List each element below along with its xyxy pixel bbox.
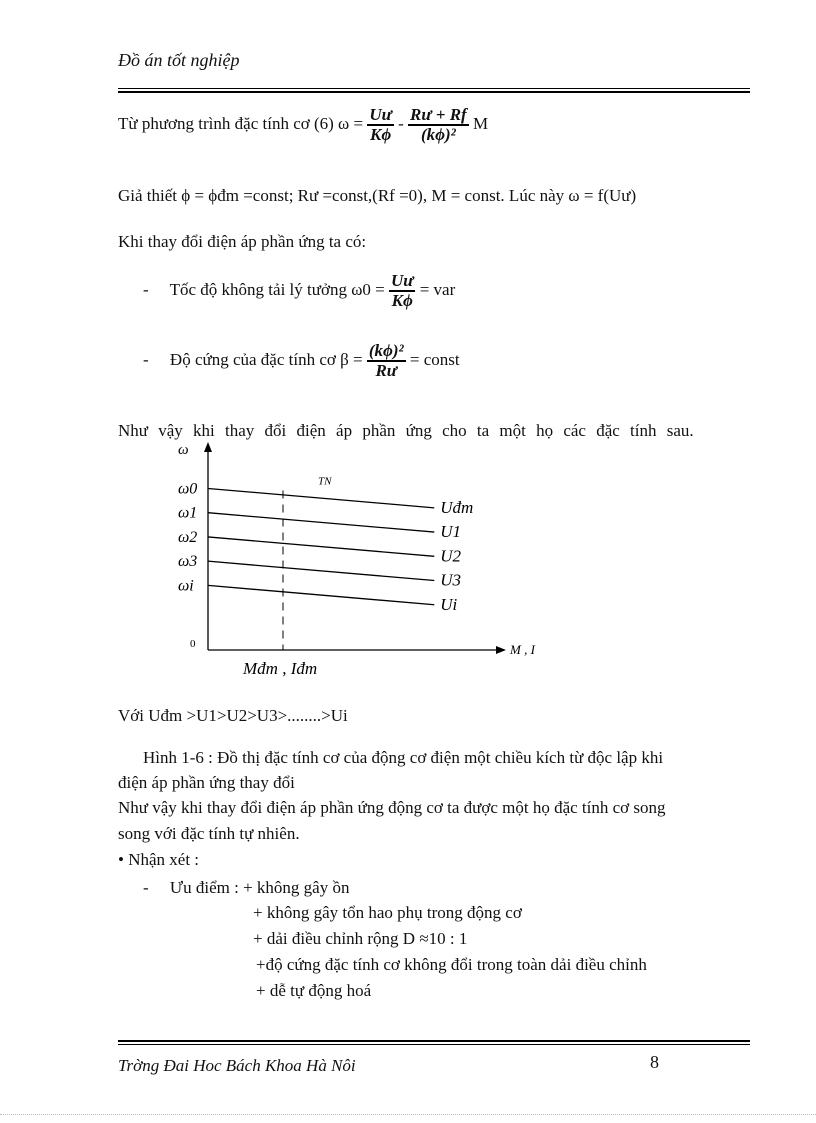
fraction-u-over-k (389, 272, 415, 311)
voltage-order-text: Với Uđm >U1>U2>U3>........>Ui (118, 706, 348, 725)
characteristic-line (208, 513, 434, 532)
formula-suffix: M (472, 114, 489, 134)
header-rule-thin (118, 88, 750, 89)
advantage-item: + dải điều chỉnh rộng D ≈10 : 1 (253, 929, 468, 948)
bullet-stiffness (143, 342, 460, 381)
advantage-item: + không gây tổn hao phụ trong động cơ (253, 903, 522, 922)
minus-sign: - (398, 114, 404, 134)
bullet-ideal-speed (143, 272, 455, 311)
bullet-prefix: Độ cứng của đặc tính cơ β = (169, 350, 363, 370)
natural-characteristic-label: TN (318, 475, 332, 488)
advantage-item: + dễ tự động hoá (256, 981, 372, 1000)
bullet-suffix: = var (419, 280, 456, 300)
characteristic-line (208, 561, 434, 580)
assumption-text: Giả thiết ϕ = ϕđm =const; Rư =const,(Rf =0), M = const. Lúc này ω = f(Uư) (118, 186, 637, 205)
footer-rule-thin (118, 1044, 750, 1045)
figure-caption-line1: Hình 1-6 : Đồ thị đặc tính cơ của động cơ điện một chiều kích từ độc lập khi (143, 748, 664, 767)
fraction-denominator: Rư (375, 360, 397, 380)
header-rule-thick (118, 91, 750, 93)
y-tick-label: ω3 (178, 553, 198, 571)
series-label: U3 (440, 570, 462, 590)
x-axis-arrow-icon (496, 646, 506, 654)
y-tick-label: ω0 (178, 480, 198, 498)
y-tick-label: ω1 (178, 504, 198, 522)
x-axis-label: M , I (510, 642, 535, 657)
advantage-item: +độ cứng đặc tính cơ không đổi trong toàn dải điều chỉnh (256, 955, 647, 974)
bullet-dash: - (143, 878, 149, 897)
page-header-title: Đồ án tốt nghiệp (118, 50, 240, 70)
footer-rule-thick (118, 1040, 750, 1042)
bullet-dash: - (143, 350, 149, 370)
y-tick-label: ωi (178, 577, 194, 595)
intro-text: Khi thay đổi điện áp phần ứng ta có: (118, 232, 367, 251)
origin-label: 0 (190, 638, 196, 650)
characteristic-line (208, 537, 434, 556)
bullet-dash: - (143, 280, 149, 300)
series-label: Ui (440, 594, 458, 614)
paragraph-line1: Như vậy khi thay đổi điện áp phần ứng động cơ ta được một họ đặc tính cơ song (118, 798, 666, 817)
paragraph-line2: song với đặc tính tự nhiên. (118, 824, 300, 843)
fraction-u-over-k (367, 106, 393, 145)
footer-school: Trờng Đai Hoc Bách Khoa Hà Nôi (118, 1056, 356, 1075)
page-number: 8 (650, 1052, 659, 1072)
formula-mechanical-characteristic (118, 106, 488, 145)
rated-torque-label: Mđm , Iđm (243, 659, 318, 678)
series-label: U1 (440, 522, 462, 542)
fraction-numerator: Rư + Rf (409, 105, 467, 124)
y-axis-label: ω (178, 442, 189, 458)
fraction-r-over-kphi (408, 106, 469, 145)
figure-caption-line2: điện áp phần ứng thay đổi (118, 773, 295, 792)
y-axis-arrow-icon (204, 442, 212, 452)
fraction-numerator: Uư (390, 271, 414, 290)
y-tick-label: ω2 (178, 528, 198, 546)
fraction-denominator: (kϕ)² (420, 124, 456, 144)
advantages-first-text: Ưu điểm : + không gây ồn (169, 878, 350, 897)
bullet-suffix: = const (409, 350, 460, 370)
page-bottom-dotted-rule (0, 1114, 816, 1115)
series-label: U2 (440, 546, 462, 566)
fraction-denominator: Kϕ (369, 124, 392, 144)
formula-prefix: Từ phương trình đặc tính cơ (6) ω = (118, 114, 364, 134)
remark-heading: • Nhận xét : (118, 850, 200, 869)
bullet-prefix: Tốc độ không tải lý tưởng ω0 = (169, 280, 385, 300)
fraction-kphi-over-r (367, 342, 406, 381)
speed-torque-chart (160, 438, 535, 680)
series-label: Uđm (440, 497, 474, 517)
fraction-denominator: Kϕ (391, 290, 413, 310)
fraction-numerator: (kϕ)² (368, 341, 404, 360)
characteristic-line (208, 488, 434, 507)
advantages-first (143, 878, 349, 898)
characteristic-line (208, 585, 434, 604)
fraction-numerator: Uư (369, 105, 392, 124)
family-text: Như vậy khi thay đổi điện áp phần ứng cho ta một họ các đặc tính sau. (118, 421, 694, 440)
